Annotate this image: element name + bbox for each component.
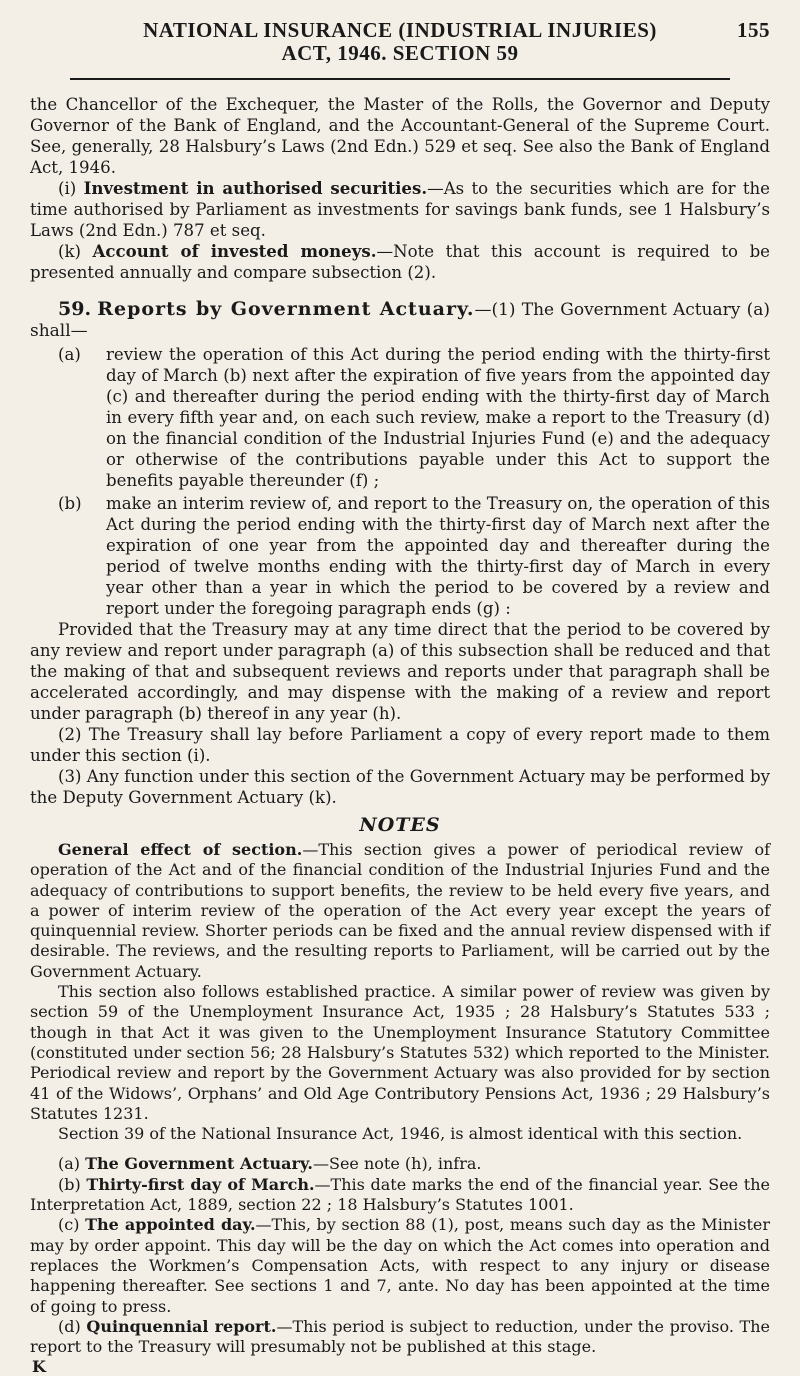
- section-subtitle: ACT, 1946. SECTION 59: [281, 41, 519, 65]
- paragraph-b-text: make an interim review of, and report to the Treasury on, the operation of this Act during the period ending with the thirty-first day of March next after the expiration of one year from the appointed day and thereafter during the period of twelve months ending with the thirty-first day of March in every year other than a year in which the period to be covered by a review and report under the foregoing paragraph ends (g) :: [106, 494, 770, 618]
- general-effect-note: [30, 840, 770, 982]
- note-a-title: The Government Actuary.: [85, 1154, 313, 1174]
- note-c-label: (c): [58, 1215, 80, 1235]
- paragraph-a-label: (a): [58, 345, 81, 364]
- continuation-paragraph: the Chancellor of the Exchequer, the Master of the Rolls, the Governor and Deputy Governor of the Bank of England, and the Accountant-General of the Supreme Court. See, generally, 28 Halsbury’s Laws (2nd Edn.) 529 et seq. See also the Bank of England Act, 1946.: [30, 95, 770, 177]
- running-title: NATIONAL INSURANCE (INDUSTRIAL INJURIES): [143, 18, 657, 42]
- proviso: Provided that the Treasury may at any time direct that the period to be covered by any review and report under paragraph (a) of this subsection shall be reduced and that the making of that and subsequent reviews and reports under that paragraph shall be accelerated accordingly, and may dispense with the making of a review and report under paragraph (b) thereof in any year (h).: [30, 620, 770, 723]
- section-intro: —(1) The Government Actuary (a) shall—: [30, 300, 771, 341]
- page-number: 155: [737, 18, 770, 42]
- paragraph-a: [30, 344, 770, 491]
- notes-block: [30, 840, 770, 1376]
- note-i-title: Investment in authorised securities.: [83, 178, 428, 198]
- note-d-title: Quinquennial report.: [86, 1316, 277, 1336]
- practice-note: This section also follows established practice. A similar power of review was given by section 59 of the Unemployment Insurance Act, 1935 ; 28 Halsbury’s Statutes 533 ; though in that Act it was given to the Unemployment Insurance Statutory Committee (constituted under section 56; 28 Halsbury’s Statutes 532) which reported to the Minister. Periodical review and report by the Government Actuary was also provided for by section 41 of the Widows’, Orphans’ and Old Age Contributory Pensions Act, 1936 ; 29 Halsbury’s Statutes 1231.: [30, 982, 770, 1123]
- section-title: Reports by Government Actuary.: [97, 298, 475, 320]
- note-d: [30, 1317, 770, 1358]
- general-effect-text: —This section gives a power of periodical review of operation of the Act and of the financial condition of the Industrial Injuries Fund and the adequacy of contributions to support benefits, the review to be held every five years, and a power of interim review of the operation of the Act every year except the years of quinquennial review. Shorter periods can be fixed and the annual review dispensed with if desirable. The reviews, and the resulting reports to Parliament, will be carried out by the Government Actuary.: [30, 840, 770, 981]
- note-i-label: (i): [58, 179, 77, 198]
- note-d-label: (d): [58, 1316, 81, 1336]
- section-heading: [30, 299, 770, 342]
- note-a-text: —See note (h), infra.: [313, 1154, 482, 1174]
- running-head: [30, 18, 770, 43]
- identical-note: Section 39 of the National Insurance Act, 1946, is almost identical with this section.: [58, 1124, 743, 1144]
- note-k-text: —Note that this account is required to be presented annually and compare subsection (2).: [30, 242, 771, 282]
- subsection-3: (3) Any function under this section of the Government Actuary may be performed by the Deputy Government Actuary (k).: [30, 767, 770, 807]
- note-b-text: —This date marks the end of the financial year. See the Interpretation Act, 1889, section 22 ; 18 Halsbury’s Statutes 1001.: [30, 1174, 771, 1215]
- notes-heading: NOTES: [359, 814, 441, 836]
- paragraph-a-text: review the operation of this Act during the period ending with the thirty-first day of March (b) next after the expiration of five years from the appointed day (c) and thereafter during the period ending with the thirty-first day of March in every fifth year and, on each such review, make a report to the Treasury (d) on the financial condition of the Industrial Injuries Fund (e) and the adequacy or otherwise of the contributions payable under this Act to support the benefits payable thereunder (f) ;: [106, 345, 770, 490]
- note-c: [30, 1215, 770, 1316]
- paragraph-b: [30, 493, 770, 619]
- header-rule: [70, 78, 730, 80]
- note-a: [30, 1154, 770, 1174]
- note-k-title: Account of invested moneys.: [92, 241, 377, 261]
- note-b-title: Thirty-first day of March.: [86, 1174, 315, 1194]
- note-b-label: (b): [58, 1174, 81, 1194]
- note-b: [30, 1175, 770, 1216]
- note-d-text: —This period is subject to reduction, under the proviso. The report to the Treasury will presumably not be published at this stage.: [30, 1316, 771, 1357]
- note-k-label: (k): [58, 242, 82, 261]
- paragraph-b-label: (b): [58, 494, 82, 513]
- note-a-label: (a): [58, 1154, 81, 1174]
- note-i: [30, 178, 770, 241]
- note-k: [30, 241, 770, 283]
- signature-mark: K: [32, 1357, 46, 1376]
- note-i-text: —As to the securities which are for the time authorised by Parliament as investments for savings bank funds, see 1 Halsbury’s Laws (2nd Edn.) 787 et seq.: [30, 179, 770, 240]
- general-effect-title: General effect of section.: [58, 840, 303, 859]
- section-number: 59.: [58, 298, 92, 320]
- subsection-2: (2) The Treasury shall lay before Parliament a copy of every report made to them under this section (i).: [30, 725, 770, 765]
- note-c-title: The appointed day.: [85, 1215, 256, 1235]
- note-c-text: —This, by section 88 (1), post, means such day as the Minister may by order appoint. This day will be the day on which the Act comes into operation and replaces the Workmen’s Compensation Acts, with respect to any injury or disease happening thereafter. See sections 1 and 7, ante. No day has been appointed at the time of going to press.: [30, 1215, 770, 1316]
